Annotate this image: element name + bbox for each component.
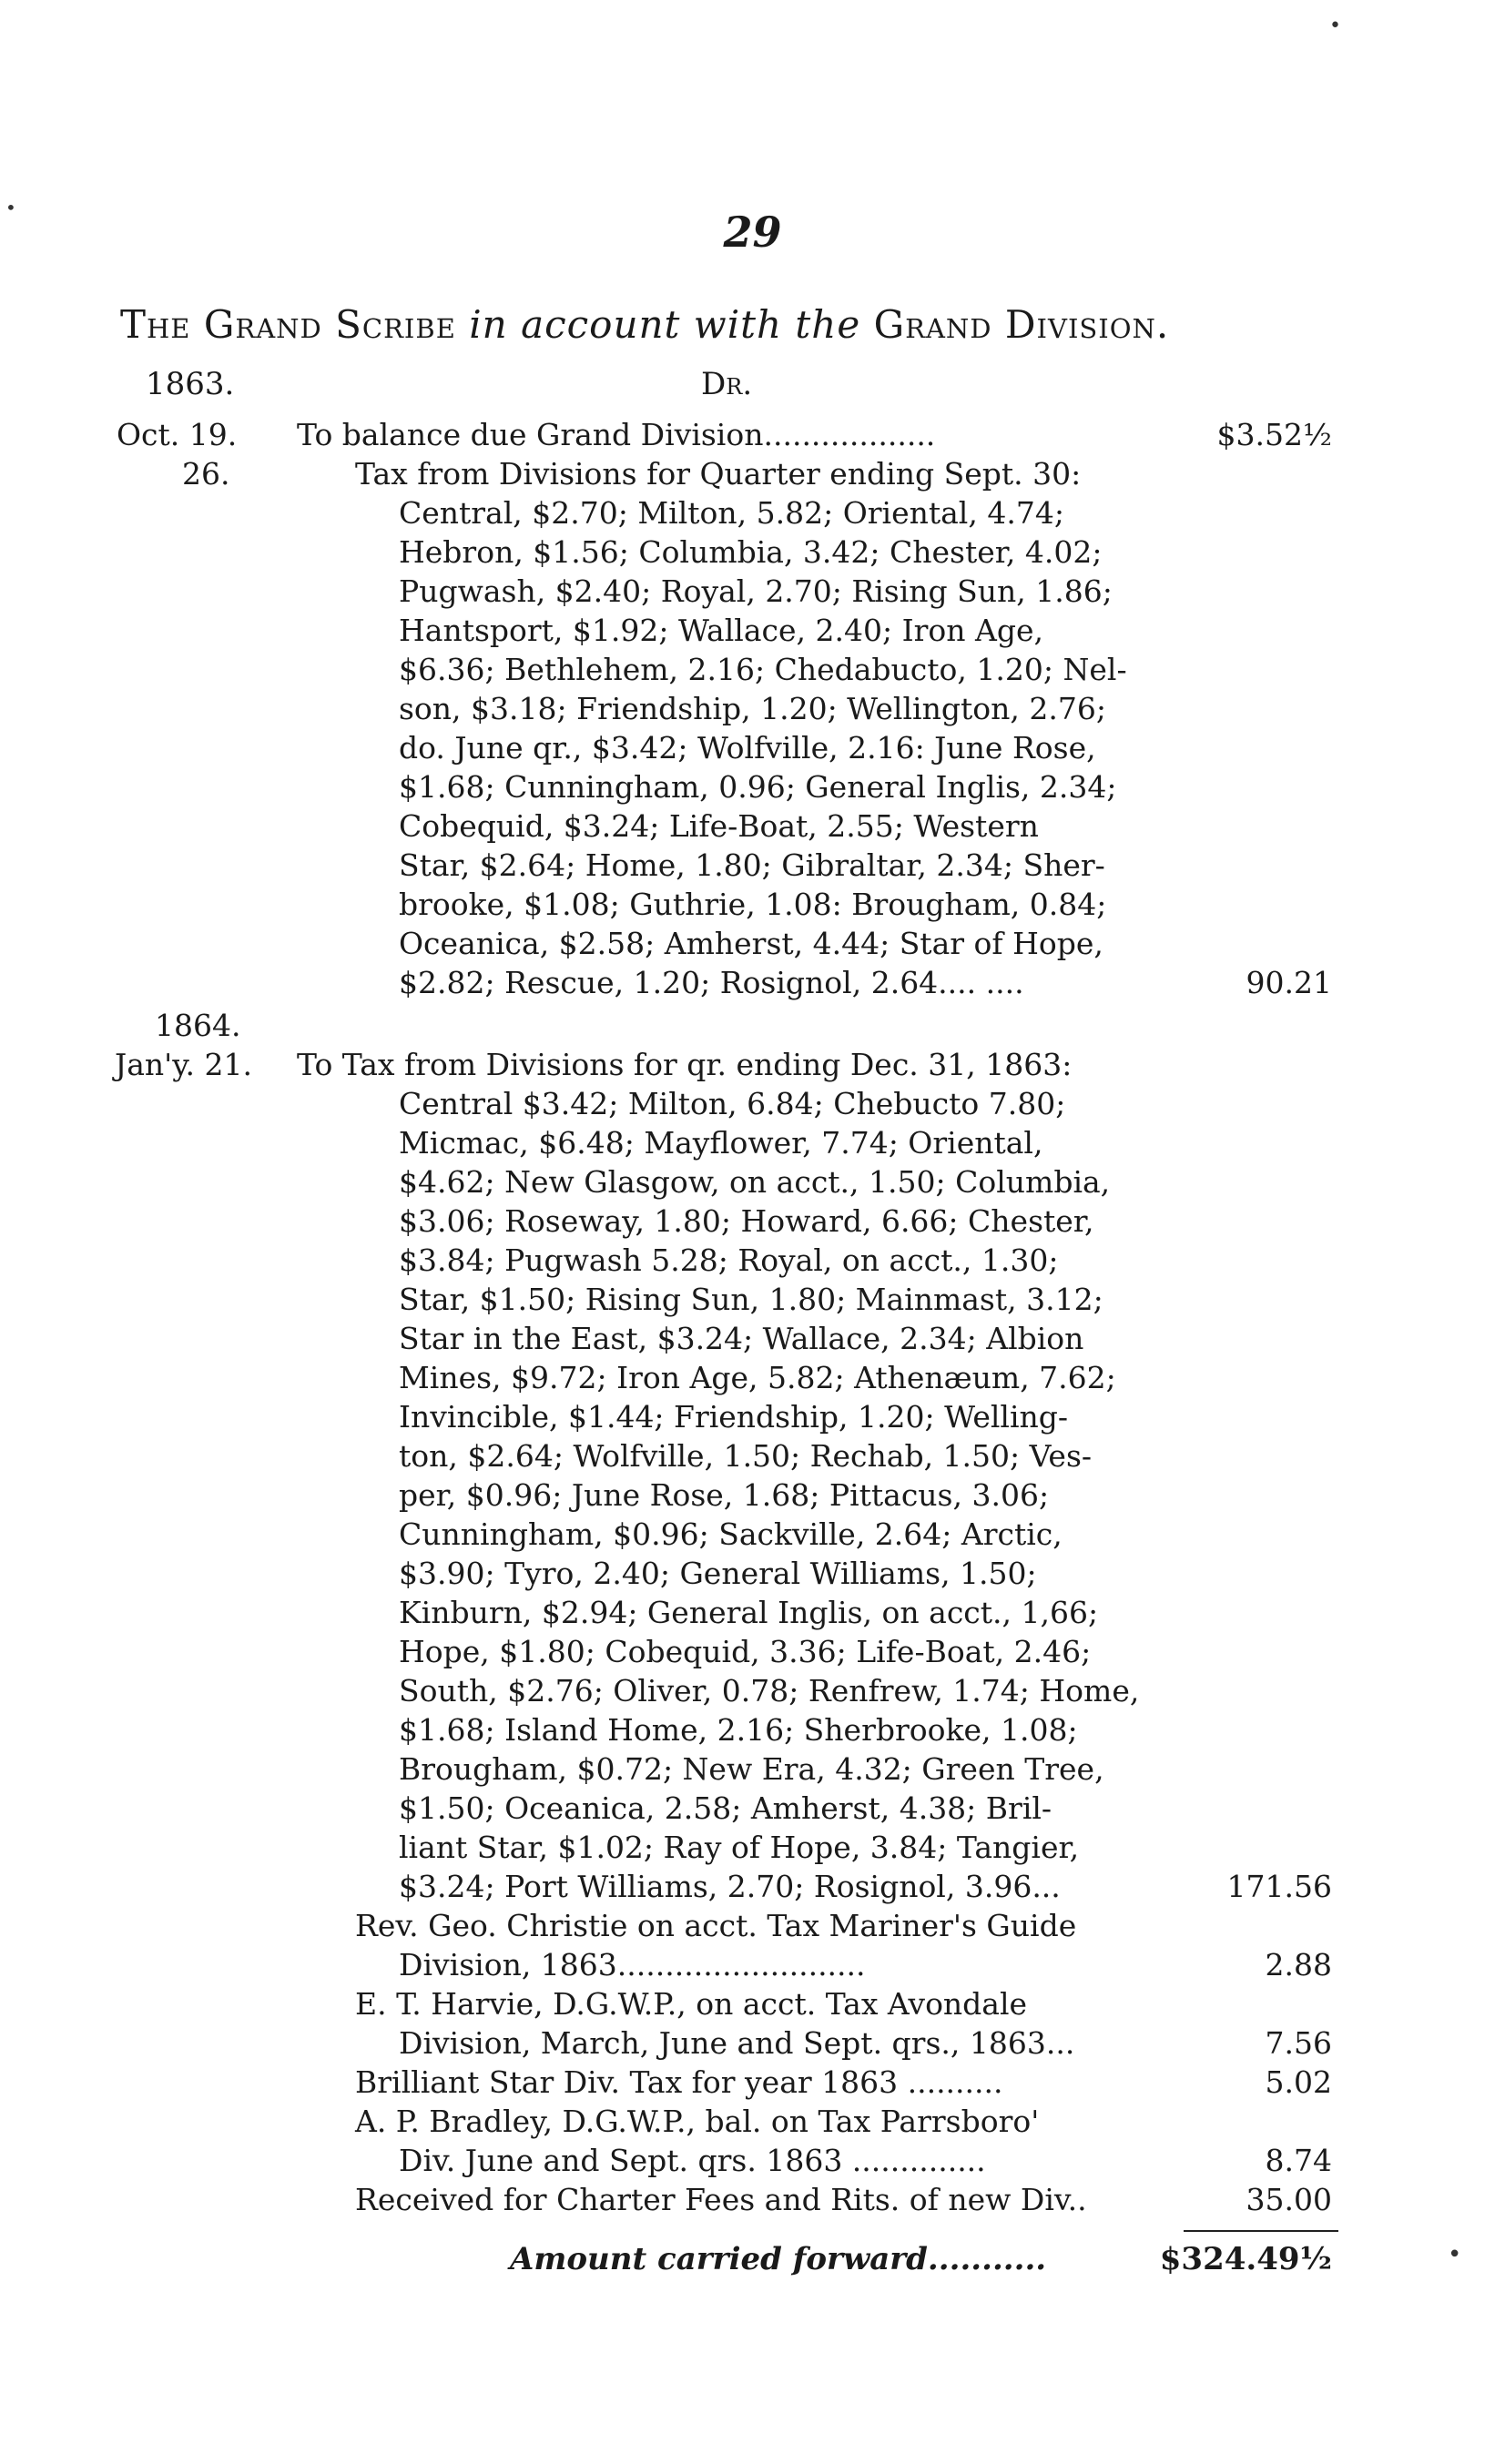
text-line: Pugwash, $2.40; Royal, 2.70; Rising Sun, 1.86; bbox=[399, 573, 1113, 609]
entry-text-bradley: A. P. Bradley, D.G.W.P., bal. on Tax Parrsboro' bbox=[355, 2104, 1040, 2139]
text-line: Hantsport, $1.92; Wallace, 2.40; Iron Age, bbox=[399, 613, 1043, 648]
text-line: son, $3.18; Friendship, 1.20; Wellington, 2.76; bbox=[399, 691, 1106, 726]
entry-amount-charter-fees: 35.00 bbox=[1246, 2182, 1332, 2217]
entry-date-jan-21: Jan'y. 21. bbox=[115, 1047, 252, 1082]
entry-amount-tax-sept: 90.21 bbox=[1246, 965, 1332, 1000]
text-line: $3.90; Tyro, 2.40; General Williams, 1.50; bbox=[399, 1556, 1037, 1591]
text-line: Kinburn, $2.94; General Inglis, on acct., 1,66; bbox=[399, 1595, 1099, 1630]
margin-mark-dot: • bbox=[5, 197, 16, 218]
entry-text-harvie-2: Division, March, June and Sept. qrs., 1863... bbox=[399, 2025, 1075, 2061]
text-line: Central $3.42; Milton, 6.84; Chebucto 7.80; bbox=[399, 1086, 1066, 1121]
page-title bbox=[120, 302, 1340, 347]
entry-text-balance: To balance due Grand Division.................. bbox=[297, 417, 936, 452]
text-line: Hope, $1.80; Cobequid, 3.36; Life-Boat, 2.46; bbox=[399, 1634, 1092, 1669]
text-line: per, $0.96; June Rose, 1.68; Pittacus, 3.06; bbox=[399, 1477, 1050, 1513]
text-line: do. June qr., $3.42; Wolfville, 2.16: June Rose, bbox=[399, 730, 1096, 766]
entry-text-charter-fees: Received for Charter Fees and Rits. of new Div.. bbox=[355, 2182, 1087, 2217]
page-number: 29 bbox=[723, 208, 782, 257]
entry-text-bradley-2: Div. June and Sept. qrs. 1863 .............. bbox=[399, 2143, 986, 2178]
title-grand-division: Grand Division. bbox=[873, 302, 1170, 347]
entry-text-tax-sept bbox=[355, 454, 1202, 1002]
year-heading-1864: 1864. bbox=[155, 1008, 241, 1043]
entry-amount-harvie: 7.56 bbox=[1265, 2025, 1332, 2061]
text-line: Oceanica, $2.58; Amherst, 4.44; Star of Hope, bbox=[399, 926, 1103, 961]
text-line: To Tax from Divisions for qr. ending Dec. 31, 1863: bbox=[297, 1047, 1073, 1082]
entry-text-christie: Rev. Geo. Christie on acct. Tax Mariner's Guide bbox=[355, 1908, 1077, 1943]
text-line: Mines, $9.72; Iron Age, 5.82; Athenæum, 7.62; bbox=[399, 1360, 1116, 1395]
text-line: Star, $1.50; Rising Sun, 1.80; Mainmast, 3.12; bbox=[399, 1282, 1103, 1317]
text-line: $3.84; Pugwash 5.28; Royal, on acct., 1.30; bbox=[399, 1242, 1059, 1278]
text-line: Micmac, $6.48; Mayflower, 7.74; Oriental, bbox=[399, 1125, 1043, 1161]
text-line: Star in the East, $3.24; Wallace, 2.34; Albion bbox=[399, 1321, 1084, 1356]
entry-date-oct-19: Oct. 19. bbox=[117, 417, 238, 452]
entry-text-brilliant-star: Brilliant Star Div. Tax for year 1863 .......... bbox=[355, 2064, 1003, 2100]
text-line: $2.82; Rescue, 1.20; Rosignol, 2.64.... .... bbox=[399, 965, 1024, 1000]
year-heading-1863: 1863. bbox=[146, 366, 235, 402]
text-line: Brougham, $0.72; New Era, 4.32; Green Tree, bbox=[399, 1751, 1104, 1787]
entry-text-harvie: E. T. Harvie, D.G.W.P., on acct. Tax Avondale bbox=[355, 1986, 1028, 2022]
total-rule bbox=[1184, 2230, 1338, 2232]
entry-text-christie-2: Division, 1863.......................... bbox=[399, 1947, 866, 1982]
entry-amount-bradley: 8.74 bbox=[1265, 2143, 1332, 2178]
text-line: $3.06; Roseway, 1.80; Howard, 6.66; Chester, bbox=[399, 1203, 1094, 1239]
text-line: Central, $2.70; Milton, 5.82; Oriental, 4.74; bbox=[399, 495, 1064, 531]
entry-amount-balance: $3.52½ bbox=[1216, 417, 1332, 452]
debit-column-heading: Dr. bbox=[701, 366, 753, 402]
text-line: liant Star, $1.02; Ray of Hope, 3.84; Tangier, bbox=[399, 1830, 1080, 1865]
text-line: ton, $2.64; Wolfville, 1.50; Rechab, 1.50; Ves- bbox=[399, 1438, 1093, 1474]
title-grand-scribe: The Grand Scribe bbox=[120, 302, 456, 347]
entry-amount-christie: 2.88 bbox=[1265, 1947, 1332, 1982]
text-line: $1.68; Island Home, 2.16; Sherbrooke, 1.08; bbox=[399, 1712, 1078, 1748]
page-mark-dot: • bbox=[1329, 15, 1341, 37]
entry-text-tax-dec bbox=[297, 1045, 1207, 1906]
text-line: $6.36; Bethlehem, 2.16; Chedabucto, 1.20; Nel- bbox=[399, 652, 1127, 687]
text-line: Invincible, $1.44; Friendship, 1.20; Welling- bbox=[399, 1399, 1069, 1435]
text-line: Hebron, $1.56; Columbia, 3.42; Chester, 4.02; bbox=[399, 534, 1103, 570]
text-line: $1.68; Cunningham, 0.96; General Inglis, 2.34; bbox=[399, 769, 1117, 805]
margin-mark-dot: • bbox=[1448, 2241, 1462, 2268]
text-line: Star, $2.64; Home, 1.80; Gibraltar, 2.34; Sher- bbox=[399, 847, 1105, 883]
carried-forward-amount: $324.49½ bbox=[1159, 2241, 1332, 2277]
entry-date-26: 26. bbox=[182, 456, 230, 492]
entry-amount-brilliant-star: 5.02 bbox=[1265, 2064, 1332, 2100]
text-line: $3.24; Port Williams, 2.70; Rosignol, 3.96... bbox=[399, 1869, 1061, 1904]
text-line: $4.62; New Glasgow, on acct., 1.50; Columbia, bbox=[399, 1164, 1111, 1200]
text-line: Tax from Divisions for Quarter ending Sept. 30: bbox=[355, 456, 1082, 492]
entry-amount-tax-dec: 171.56 bbox=[1226, 1869, 1332, 1904]
text-line: brooke, $1.08; Guthrie, 1.08: Brougham, 0.84; bbox=[399, 887, 1107, 922]
text-line: South, $2.76; Oliver, 0.78; Renfrew, 1.74; Home, bbox=[399, 1673, 1140, 1709]
carried-forward-label: Amount carried forward........... bbox=[510, 2241, 1047, 2277]
title-account-with: in account with the bbox=[469, 302, 861, 347]
text-line: $1.50; Oceanica, 2.58; Amherst, 4.38; Bril- bbox=[399, 1790, 1052, 1826]
text-line: Cunningham, $0.96; Sackville, 2.64; Arctic, bbox=[399, 1516, 1063, 1552]
text-line: Cobequid, $3.24; Life-Boat, 2.55; Western bbox=[399, 808, 1039, 844]
